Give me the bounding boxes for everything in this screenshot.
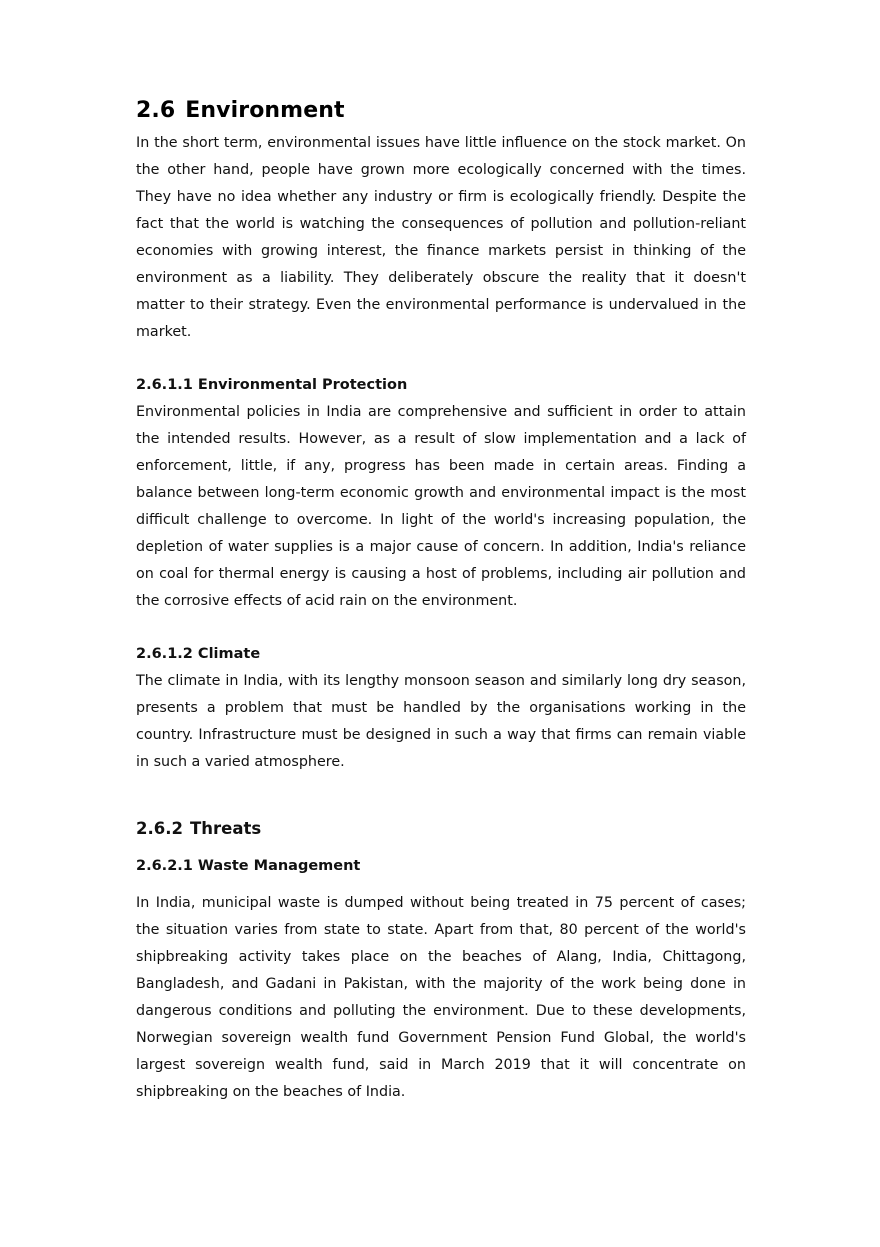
section-title: Environment xyxy=(185,98,345,123)
subsection-heading-waste: 2.6.2.1 Waste Management xyxy=(136,858,361,874)
document-body xyxy=(136,92,746,1106)
spacer xyxy=(136,776,746,814)
threats-number: 2.6.2 xyxy=(136,819,183,838)
section-heading xyxy=(136,92,746,130)
spacer xyxy=(136,880,746,890)
subsection-paragraph-waste: In India, municipal waste is dumped without being treated in 75 percent of cases; the situation varies from state to state. Apart from that, 80 percent of the world's shipbreaking activity takes place on the beaches of Alang, India, Chittagong, Bangladesh, and Gadani in Pakistan, with the majority of the work being done in dangerous conditions and polluting the environment. Due to these developments, Norwegian sovereign wealth fund Government Pension Fund Global, the world's largest sovereign wealth fund, said in March 2019 that it will concentrate on shipbreaking on the beaches of India. xyxy=(136,895,746,1100)
subsection-heading-protection: 2.6.1.1 Environmental Protection xyxy=(136,377,408,393)
spacer xyxy=(136,346,746,372)
threats-heading xyxy=(136,814,746,844)
subsection-paragraph-climate: The climate in India, with its lengthy monsoon season and similarly long dry season, presents a problem that must be handled by the organisations working in the country. Infrastructure must be designed in such a way that firms can remain viable in such a varied atmosphere. xyxy=(136,673,746,770)
spacer xyxy=(136,844,746,853)
threats-title: Threats xyxy=(189,819,262,838)
subsection-paragraph-protection: Environmental policies in India are comprehensive and sufficient in order to attain the intended results. However, as a result of slow implementation and a lack of enforcement, little, if any, progress has been made in certain areas. Finding a balance between long-term economic growth and environmental impact is the most difficult challenge to overcome. In light of the world's increasing population, the depletion of water supplies is a major cause of concern. In addition, India's reliance on coal for thermal energy is causing a host of problems, including air pollution and the corrosive effects of acid rain on the environment. xyxy=(136,404,746,609)
spacer xyxy=(136,615,746,641)
subsection-heading-climate: 2.6.1.2 Climate xyxy=(136,646,261,662)
section-paragraph: In the short term, environmental issues have little influence on the stock market. On the other hand, people have grown more ecologically concerned with the times. They have no idea whether any industry or firm is ecologically friendly. Despite the fact that the world is watching the consequences of pollution and pollution-reliant economies with growing interest, the finance markets persist in thinking of the environment as a liability. They deliberately obscure the reality that it doesn't matter to their strategy. Even the environmental performance is undervalued in the market. xyxy=(136,135,746,340)
section-number: 2.6 xyxy=(136,98,176,123)
